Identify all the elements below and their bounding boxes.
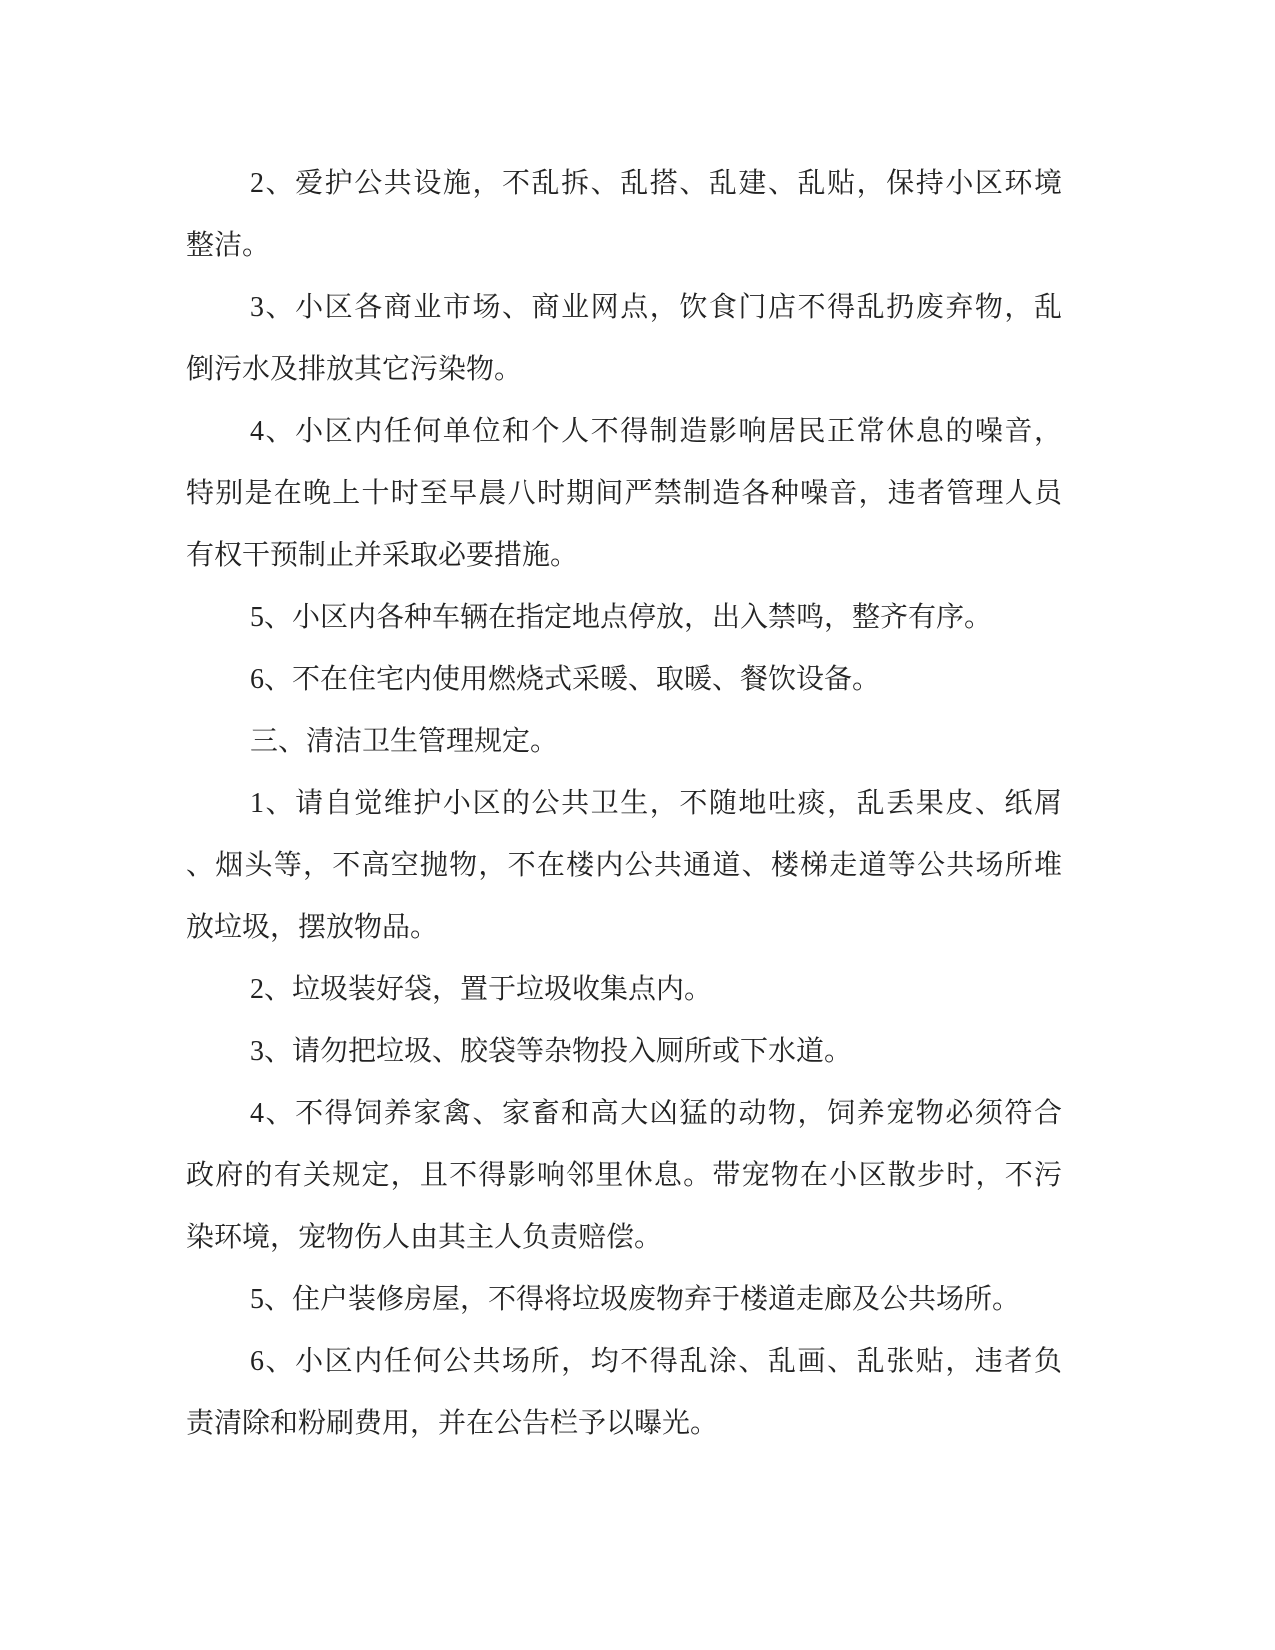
- text-line: 6、小区内任何公共场所，均不得乱涂、乱画、乱张贴，违者负: [250, 1346, 1062, 1377]
- text-line: 3、请勿把垃圾、胶袋等杂物投入厕所或下水道。: [250, 1036, 853, 1067]
- text-line: 放垃圾，摆放物品。: [186, 912, 439, 943]
- text-line: 染环境，宠物伤人由其主人负责赔偿。: [186, 1222, 663, 1253]
- text-line: 2、垃圾装好袋，置于垃圾收集点内。: [250, 974, 713, 1005]
- text-line: 4、不得饲养家禽、家畜和高大凶猛的动物，饲养宠物必须符合: [250, 1098, 1062, 1129]
- text-line: 倒污水及排放其它污染物。: [186, 354, 523, 385]
- text-line: 特别是在晚上十时至早晨八时期间严禁制造各种噪音，违者管理人员: [186, 478, 1062, 509]
- text-line: 5、住户装修房屋，不得将垃圾废物弃于楼道走廊及公共场所。: [250, 1284, 1021, 1315]
- text-line: 1、请自觉维护小区的公共卫生，不随地吐痰，乱丢果皮、纸屑: [250, 788, 1062, 819]
- text-line: 4、小区内任何单位和个人不得制造影响居民正常休息的噪音，: [250, 416, 1062, 447]
- text-line: 责清除和粉刷费用，并在公告栏予以曝光。: [186, 1408, 719, 1439]
- text-line: 2、爱护公共设施，不乱拆、乱搭、乱建、乱贴，保持小区环境: [250, 168, 1062, 199]
- text-line: 三、清洁卫生管理规定。: [250, 726, 559, 757]
- text-line: 5、小区内各种车辆在指定地点停放，出入禁鸣，整齐有序。: [250, 602, 993, 633]
- text-line: 整洁。: [186, 230, 271, 261]
- text-line: 3、小区各商业市场、商业网点，饮食门店不得乱扔废弃物，乱: [250, 292, 1062, 323]
- document-body: [186, 153, 1062, 1455]
- text-line: 6、不在住宅内使用燃烧式采暖、取暖、餐饮设备。: [250, 664, 881, 695]
- text-line: 政府的有关规定，且不得影响邻里休息。带宠物在小区散步时，不污: [186, 1160, 1062, 1191]
- text-line: 、烟头等，不高空抛物，不在楼内公共通道、楼梯走道等公共场所堆: [186, 850, 1062, 881]
- text-line: 有权干预制止并采取必要措施。: [186, 540, 579, 571]
